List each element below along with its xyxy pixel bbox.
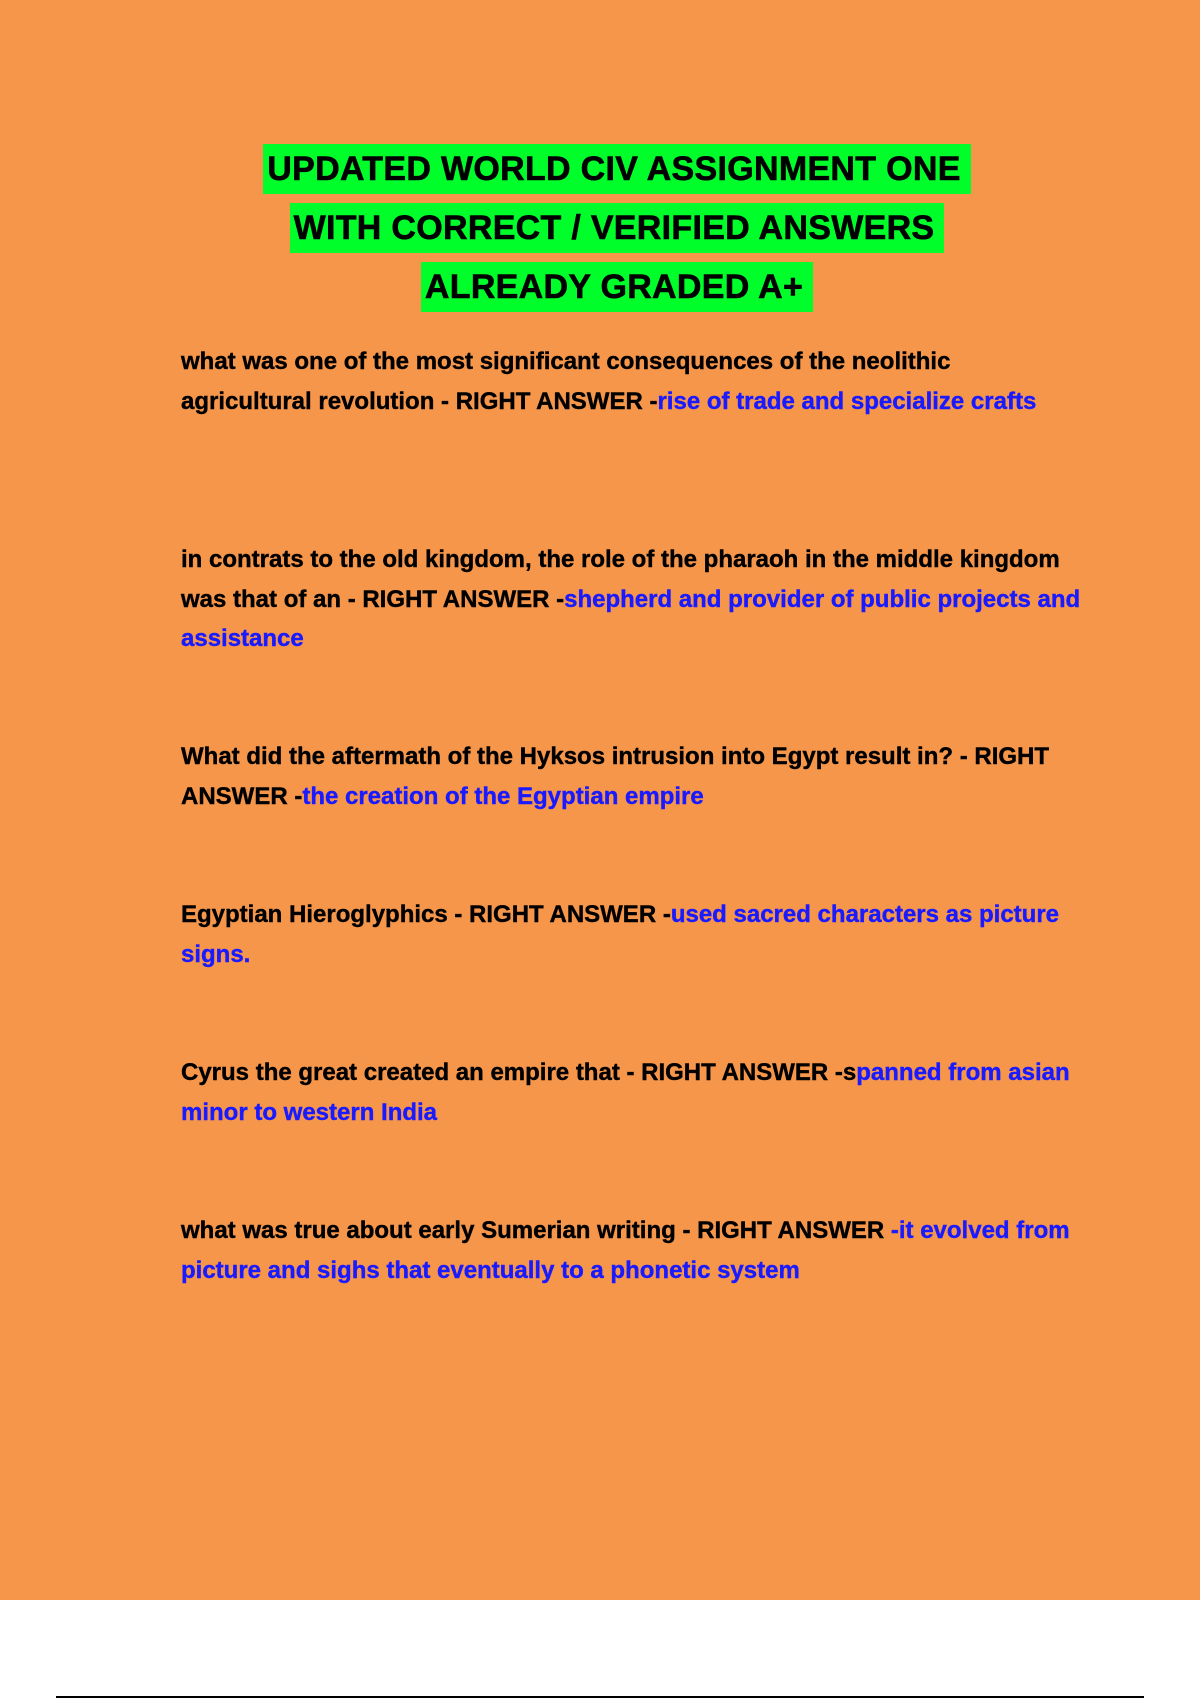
answer-text: rise of trade and specialize crafts [657, 387, 1037, 415]
qa-item-5 [181, 1053, 1081, 1132]
qa-item-3 [181, 737, 1081, 816]
question-text: in contrats to the old kingdom, the role of the pharaoh in the middle kingdom was that of an - RIGHT ANSWER - [181, 546, 1060, 613]
title-line-1 [0, 144, 1200, 203]
answer-text: shepherd and provider of public projects and assistance [181, 585, 1081, 652]
question-text: what was one of the most significant consequences of the neolithic agricultural revolution - RIGHT ANSWER - [181, 348, 951, 415]
document-title [0, 144, 1200, 321]
qa-item-1 [181, 342, 1081, 421]
title-line-3 [0, 262, 1200, 321]
answer-text: used sacred characters as picture signs. [181, 901, 1060, 968]
question-text: Egyptian Hieroglyphics - RIGHT ANSWER - [181, 901, 671, 928]
title-line-2-text: WITH CORRECT / VERIFIED ANSWERS [290, 203, 945, 253]
footer-divider [56, 1696, 1144, 1698]
qa-item-2 [181, 540, 1081, 659]
qa-item-6 [181, 1211, 1081, 1290]
answer-text: panned from asian minor to western India [181, 1059, 1070, 1126]
title-line-3-text: ALREADY GRADED A+ [421, 262, 813, 312]
question-text: what was true about early Sumerian writing - RIGHT ANSWER [181, 1217, 891, 1244]
answer-text: -it evolved from picture and sighs that eventually to a phonetic system [181, 1217, 1070, 1284]
title-line-2 [0, 203, 1200, 262]
answer-text: the creation of the Egyptian empire [302, 782, 704, 810]
qa-item-4 [181, 895, 1081, 974]
question-text: What did the aftermath of the Hyksos intrusion into Egypt result in? - RIGHT ANSWER - [181, 743, 1050, 810]
title-line-1-text: UPDATED WORLD CIV ASSIGNMENT ONE [263, 144, 970, 194]
question-text: Cyrus the great created an empire that - RIGHT ANSWER -s [181, 1059, 857, 1086]
